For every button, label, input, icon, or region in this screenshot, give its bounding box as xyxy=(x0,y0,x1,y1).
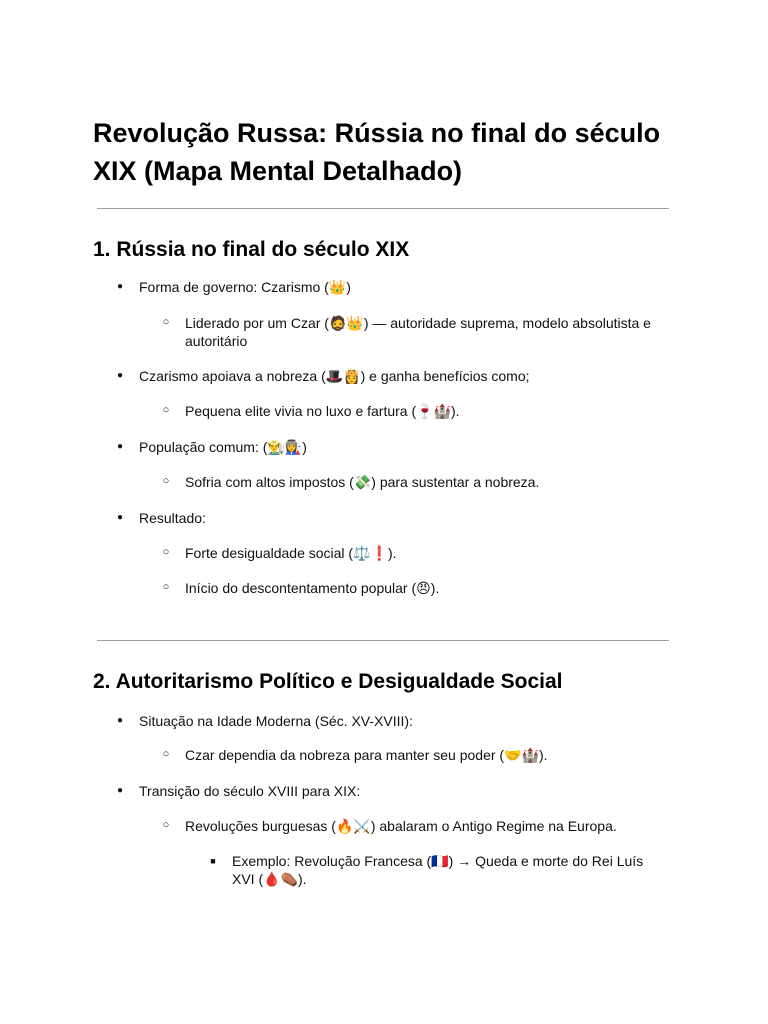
list-item-text: Transição do século XVIII para XIX: xyxy=(139,783,361,799)
bullet-circle: ○ xyxy=(162,404,170,416)
list-item-text: Pequena elite vivia no luxo e fartura (🍷🏰). xyxy=(185,403,460,419)
list-item xyxy=(116,782,659,800)
list-item-text: Início do descontentamento popular (😠). xyxy=(185,580,440,596)
list-item-text: Czarismo apoiava a nobreza (🎩👸) e ganha benefícios como; xyxy=(139,368,530,384)
bullet-square: ■ xyxy=(210,856,216,866)
divider xyxy=(97,208,669,209)
list-item-text: Liderado por um Czar (🧔👑) — autoridade suprema, modelo absolutista e autoritário xyxy=(185,315,651,349)
list-item-text: Situação na Idade Moderna (Séc. XV-XVIII): xyxy=(139,713,413,729)
bullet-disc: ● xyxy=(116,715,124,726)
list-item-text: Forte desigualdade social (⚖️❗). xyxy=(185,545,397,561)
list-item xyxy=(162,314,670,350)
bullet-circle: ○ xyxy=(162,748,170,760)
list-item xyxy=(162,402,670,420)
list-item xyxy=(116,509,659,527)
bullet-disc: ● xyxy=(116,370,124,381)
bullet-circle: ○ xyxy=(162,475,170,487)
section-heading: 1. Rússia no final do século XIX xyxy=(93,238,410,261)
list-item xyxy=(116,278,659,296)
list-item-text: Resultado: xyxy=(139,510,206,526)
list-item xyxy=(162,746,670,764)
bullet-disc: ● xyxy=(116,441,124,452)
list-item-text: Czar dependia da nobreza para manter seu poder (🤝🏰). xyxy=(185,747,548,763)
bullet-circle: ○ xyxy=(162,316,170,328)
section-heading: 2. Autoritarismo Político e Desigualdade Social xyxy=(93,670,563,693)
list-item-text: Revoluções burguesas (🔥⚔️) abalaram o Antigo Regime na Europa. xyxy=(185,818,617,834)
list-item xyxy=(162,579,670,597)
list-item xyxy=(116,712,659,730)
list-item-text: Exemplo: Revolução Francesa (🇫🇷) → Queda e morte do Rei Luís XVI (🩸⚰️). xyxy=(232,853,644,887)
list-item xyxy=(116,438,659,456)
list-item xyxy=(116,367,659,385)
list-item xyxy=(162,544,670,562)
bullet-circle: ○ xyxy=(162,819,170,831)
bullet-circle: ○ xyxy=(162,581,170,593)
document-title: Revolução Russa: Rússia no final do século XIX (Mapa Mental Detalhado) xyxy=(93,118,661,186)
divider xyxy=(97,640,669,641)
bullet-disc: ● xyxy=(116,512,124,523)
list-item-text: Sofria com altos impostos (💸) para sustentar a nobreza. xyxy=(185,474,540,490)
list-item xyxy=(162,473,670,491)
list-item xyxy=(210,852,662,888)
list-item-text: Forma de governo: Czarismo (👑) xyxy=(139,279,351,295)
bullet-disc: ● xyxy=(116,785,124,796)
bullet-disc: ● xyxy=(116,281,124,292)
bullet-circle: ○ xyxy=(162,546,170,558)
list-item-text: População comum: (👨‍🌾👩‍🏭) xyxy=(139,439,307,455)
list-item xyxy=(162,817,670,835)
